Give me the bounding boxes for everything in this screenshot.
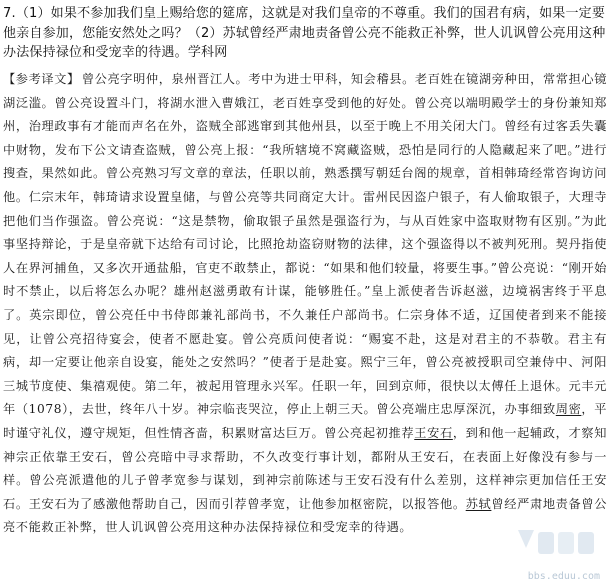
translation-text-2: ，平时谨守礼仪，遵守规矩，但性情吝啬，积累财富达巨万。曾公亮起初推荐: [3, 402, 608, 440]
underlined-phrase-zhoumi: 周密: [555, 402, 582, 417]
translation-text-4: 曾经严肃地责备曾公亮不能救正补弊，世人讥讽曾公亮用这种办法保持禄位和受宠幸的待遇。: [3, 496, 608, 535]
source-note: 学科网: [187, 45, 228, 60]
answer-part-2: （2）苏轼曾经严肃地责备曾公亮不能救正补弊，世人讥讽曾公亮用这种办法保持禄位和受宠幸的待遇。: [3, 25, 606, 60]
answer-part-1: （1）如果不参加我们皇上赐给您的筵席，这就是对我们皇帝的不尊重。我们的国君有病，如果一定要他亲自参加，您能安然处之吗？: [3, 6, 606, 41]
underlined-name-wanganshi: 王安石: [414, 425, 453, 440]
underlined-name-sushi: 苏轼: [465, 496, 492, 511]
watermark-logo-icon: [512, 522, 602, 570]
reference-translation: [3, 68, 607, 540]
question-answer: [3, 4, 607, 63]
question-number: 7.: [3, 6, 16, 21]
translation-text-1: 曾公亮字明仲，泉州晋江人。考中为进士甲科，知会稽县。老百姓在镜湖旁种田，常常担心镜湖泛滥。曾公亮设置斗门，将湖水泄入曹娥江，老百姓享受到他的好处。曾公亮以端明殿学士的身份兼知郑州，治理政事有才能而声名在外，盗贼全部逃窜到其他州县，以至于晚上不用关闭大门。曾经有过客丢失囊中财物，发布下公文请查盗贼，曾公亮上报：“我所辖境不窝藏盗贼，恐怕是同行的人隐藏起来了吧。”进行搜查，果然如此。曾公亮熟习写文章的章法，任职以前，熟悉撰写朝廷台阁的规章，首相韩琦经常咨询访问他。仁宗末年，韩琦请求设置皇储，与曾公亮等共同商定大计。雷州民因盗户银子，有人偷取银子，大理寺把他们当作强盗。曾公亮说：“这是禁物，偷取银子虽然是强盗行为，与从百姓家中盗取财物有区别。”为此事坚持辩论，于是皇帝就下达给有司讨论，比照抢劫盗窃财物的法律，这个强盗得以不被判死刑。契丹指使人在界河捕鱼，又多次开通盐船，官吏不敢禁止，都说：“如果和他们较量，将要生事。”曾公亮说：“刚开始时不禁止，以后将怎么办呢？雄州赵滋勇敢有计谋，能够胜任。”皇上派使者告诉赵滋，边境祸害终于平息了。英宗即位，曾公亮任中书侍郎兼礼部尚书，不久兼任户部尚书。仁宗身体不适，辽国使者到来不能接见，让曾公亮招待宴会，使者不愿赴宴。曾公亮质问使者说：“赐宴不赴，这是对君主的不恭敬。君主有病，却一定要让他亲自设宴，能处之安然吗？”使者于是赴宴。熙宁三年，曾公亮被授职司空兼侍中、河阳三城节度使、集禧观使。第二年，被起用管理永兴军。任职一年，回到京师，很快以太傅任上退休。元丰元年（1078），去世，终年八十岁。神宗临丧哭泣，停止上朝三天。曾公亮端庄忠厚深沉，办事细致: [3, 72, 607, 417]
translation-text-3: ，到和他一起辅政，才察知神宗正依靠王安石，曾公亮暗中寻求帮助，不久改变行事计划，都附从王安石，在表面上好像没有参与一样。曾公亮派遣他的儿子曾孝宽参与谋划，到神宗前陈述与王安石没有什么差别，这样神宗更加信任王安石。王安石为了感激他帮助自己，因而引荐曾孝宽，让他参加枢密院，以报答他。: [3, 425, 607, 511]
watermark-url: bbs.eduu.com: [527, 571, 600, 582]
translation-tag: 【参考译文】: [3, 72, 80, 86]
